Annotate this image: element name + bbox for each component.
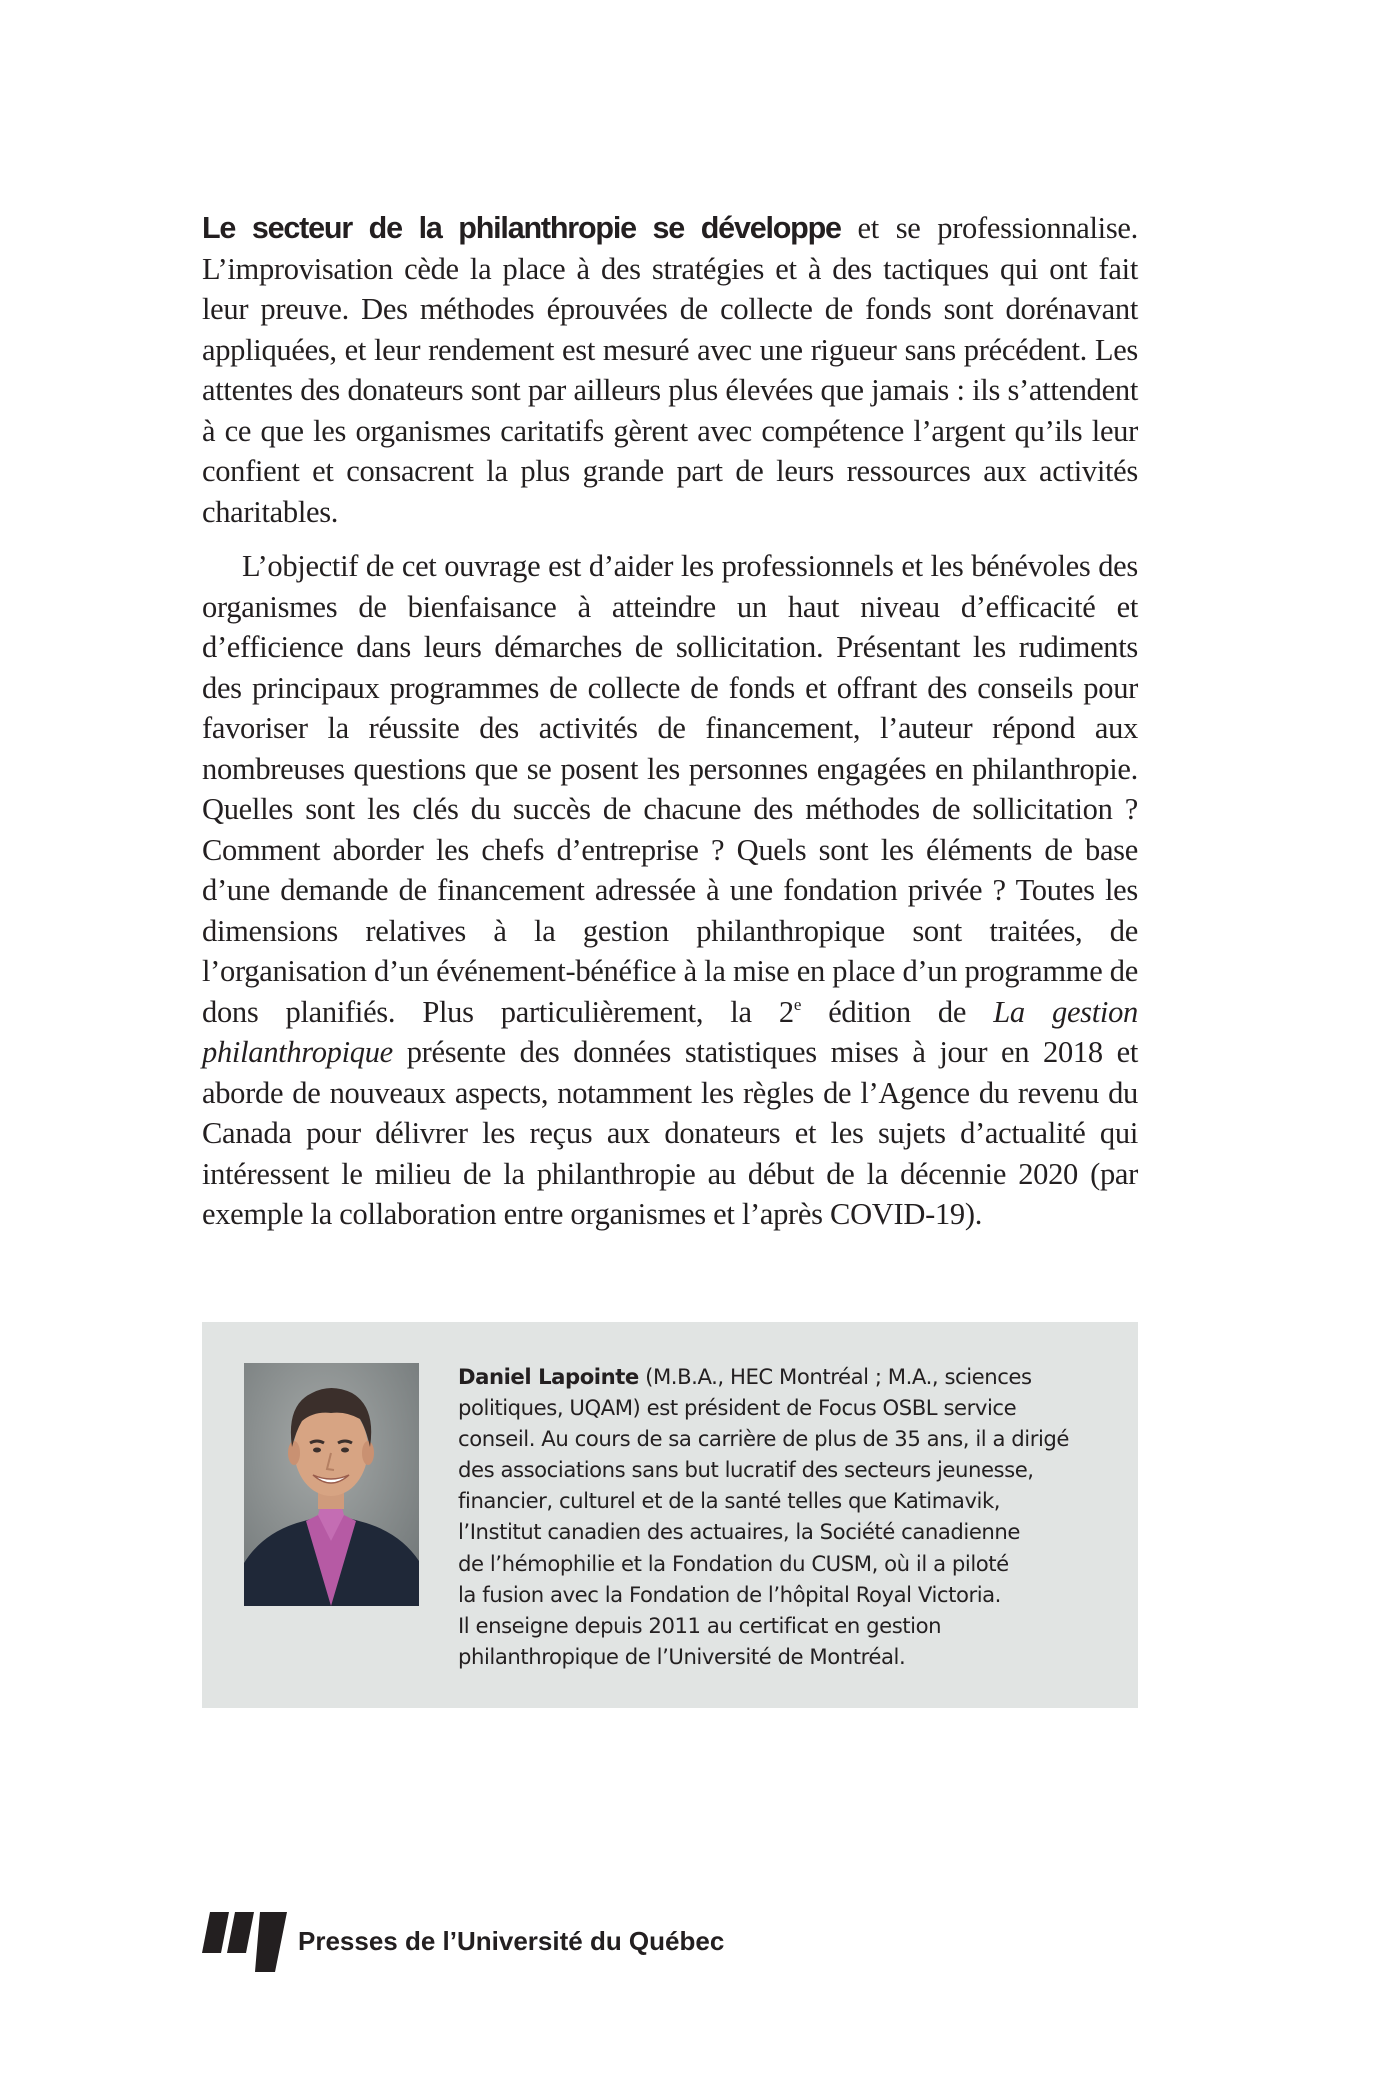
edition-number: 2 [778, 994, 794, 1029]
blurb-paragraph-1 [202, 208, 1138, 532]
blurb-lead: Le secteur de la philanthropie se développe [202, 211, 841, 245]
author-bio [458, 1361, 1098, 1672]
author-bio-line: de l’hémophilie et la Fondation du CUSM, où il a piloté [458, 1550, 1009, 1576]
publisher-block [202, 1910, 902, 1974]
author-bio-line: Il enseigne depuis 2011 au certificat en gestion [458, 1612, 942, 1638]
author-bio-line: la fusion avec la Fondation de l’hôpital Royal Victoria. [458, 1581, 1001, 1607]
author-photo [244, 1363, 419, 1606]
author-bio-line: l’Institut canadien des actuaires, la Société canadienne [458, 1519, 1020, 1545]
blurb-paragraph-2 [202, 546, 1138, 1235]
author-bio-line: financier, culturel et de la santé telles que Katimavik, [458, 1488, 1001, 1514]
author-bio-line: politiques, UQAM) est président de Focus OSBL service [458, 1395, 1017, 1421]
author-bio-line: philanthropique de l’Université de Montréal. [458, 1643, 906, 1669]
book-title: La gestion philanthropique [202, 994, 1138, 1069]
author-bio-line: conseil. Au cours de sa carrière de plus de 35 ans, il a dirigé [458, 1426, 1070, 1452]
blurb-paragraph-2-text-a: L’objectif de cet ouvrage est d’aider les professionnels et les bénévoles des organismes de bienfaisance à atteindre un haut niveau d’efficacité et d’efficience dans leurs démarches de sollicitation. Présentant les rudiments des principaux programmes de collecte de fonds et offrant des conseils pour favoriser la réussite des activités de financement, l’auteur répond aux nombreuses questions que se posent les personnes engagées en philanthropie. Quelles sont les clés du succès de chacune des méthodes de sollicitation ? Comment aborder les chefs d’entreprise ? Quels sont les éléments de base d’une demande de financement adressée à une fondation privée ? Toutes les dimensions relatives à la gestion philanthropique sont traitées, de l’organisation d’un événement-bénéfice à la mise en place d’un programme de dons planifiés. Plus particulièrement, la [202, 549, 1138, 1029]
author-bio-line: des associations sans but lucratif des secteurs jeunesse, [458, 1457, 1034, 1483]
edition-superscript: e [793, 994, 802, 1014]
author-bio-line: (M.B.A., HEC Montréal ; M.A., sciences [638, 1364, 1032, 1389]
author-bio-box [202, 1322, 1138, 1708]
blurb-paragraph-2-text-c: présente des données statistiques mises à jour en 2018 et aborde de nouveaux aspects, notamment les règles de l’Agence du revenu du Canada pour délivrer les reçus aux donateurs et les sujets d’actualité qui intéressent le milieu de la philanthropie au début de la décennie 2020 (par exemple la collaboration entre organismes et l’après COVID-19). [202, 1035, 1138, 1231]
blurb-paragraph-1-text: et se professionnalise. L’improvisation cède la place à des stratégies et à des tactiques qui ont fait leur preuve. Des méthodes éprouvées de collecte de fonds sont dorénavant appliquées, et leur rendement est mesuré avec une rigueur sans précédent. Les attentes des donateurs sont par ailleurs plus élevées que jamais : ils s’attendent à ce que les organismes caritatifs gèrent avec compétence l’argent qu’ils leur confient et consacrent la plus grande part de leurs ressources aux activités charitables. [202, 211, 1138, 529]
author-name: Daniel Lapointe [458, 1364, 639, 1389]
publisher-name: Presses de l’Université du Québec [298, 1926, 725, 1956]
puq-logo-icon [202, 1910, 288, 1974]
blurb-paragraph-2-text-b: édition de [801, 994, 994, 1029]
author-bio-first-line [458, 1361, 1098, 1392]
cover-blurb [202, 208, 1138, 1235]
